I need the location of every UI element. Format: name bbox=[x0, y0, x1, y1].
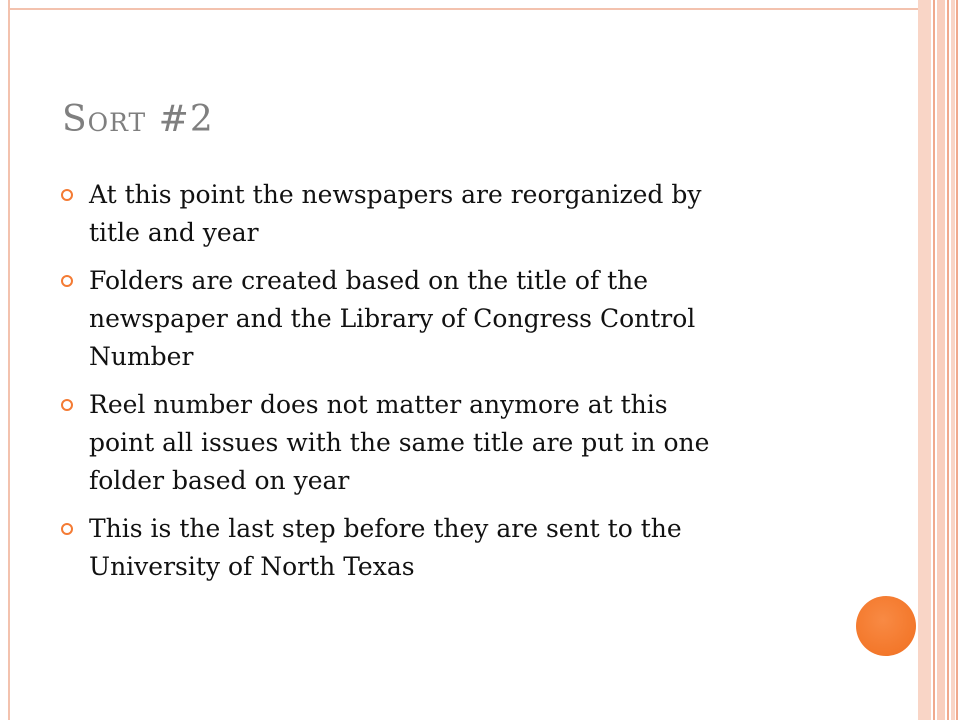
bullet-text-line: This is the last step before they are sent to the bbox=[89, 514, 682, 543]
orange-circle-icon bbox=[856, 596, 916, 656]
bullet-list bbox=[89, 176, 889, 596]
bullet-item bbox=[89, 262, 889, 376]
frame-top-line bbox=[8, 8, 918, 10]
bullet-ring-icon bbox=[61, 189, 73, 201]
bullet-text-line: Folders are created based on the title of the bbox=[89, 266, 649, 295]
bullet-text-line: University of North Texas bbox=[89, 552, 415, 581]
bullet-text-line: Reel number does not matter anymore at this bbox=[89, 390, 668, 419]
bullet-text-line: point all issues with the same title are put in one bbox=[89, 428, 710, 457]
slide-title: Sort #2 bbox=[62, 99, 214, 140]
bullet-item bbox=[89, 176, 889, 252]
bullet-ring-icon bbox=[61, 275, 73, 287]
right-stripe bbox=[937, 0, 945, 720]
bullet-ring-icon bbox=[61, 399, 73, 411]
right-stripe bbox=[918, 0, 931, 720]
bullet-text-line: Number bbox=[89, 342, 194, 371]
bullet-text-line: folder based on year bbox=[89, 466, 350, 495]
right-stripe-line bbox=[947, 0, 949, 720]
bullet-ring-icon bbox=[61, 523, 73, 535]
bullet-text-line: title and year bbox=[89, 218, 259, 247]
bullet-item bbox=[89, 386, 889, 500]
bullet-item bbox=[89, 510, 889, 586]
bullet-text-line: At this point the newspapers are reorganized by bbox=[89, 180, 702, 209]
right-stripe bbox=[951, 0, 955, 720]
right-stripe-line bbox=[956, 0, 958, 720]
bullet-text-line: newspaper and the Library of Congress Control bbox=[89, 304, 696, 333]
frame-left-line bbox=[8, 0, 10, 720]
right-stripe-line bbox=[933, 0, 935, 720]
